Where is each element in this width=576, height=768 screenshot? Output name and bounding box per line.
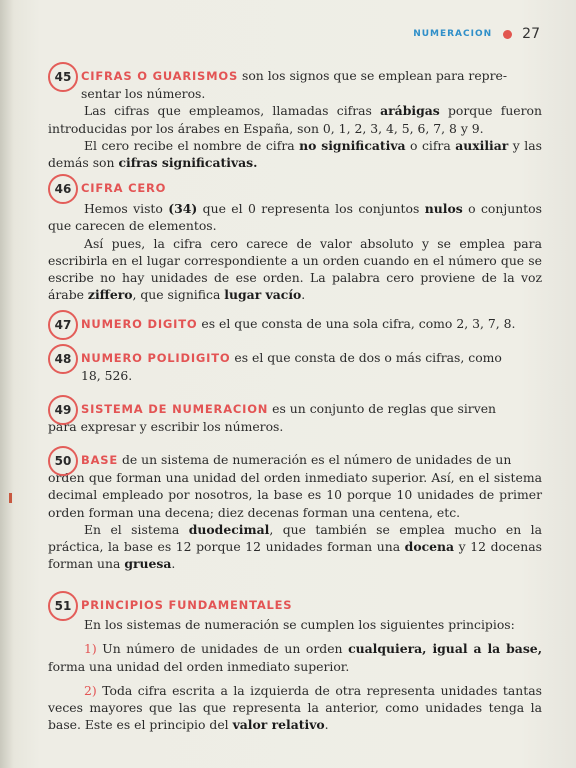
section-title: PRINCIPIOS FUNDAMENTALES (81, 598, 293, 612)
section-number: 51 (48, 591, 78, 621)
paragraph: Así pues, la cifra cero carece de valor absoluto y se emplea para escribirla en el lugar correspondiente a un orden cuando en el número que se escribe no hay unidades de ese orden. La palabra cero proviene de la voz árabe ziffero, que significa lugar vacío. (48, 235, 542, 303)
page-number: 27 (522, 26, 540, 42)
paragraph: El cero recibe el nombre de cifra no significativa o cifra auxiliar y las demás son cifras significativas. (48, 137, 542, 171)
paragraph: Hemos visto (34) que el 0 representa los conjuntos nulos o conjuntos que carecen de elementos. (48, 201, 542, 234)
section-47: 47 NUMERO DIGITO es el que consta de una sola cifra, como 2, 3, 7, 8. (48, 315, 542, 333)
section-label: NUMERACION (413, 29, 493, 39)
section-title: SISTEMA DE NUMERACION (81, 402, 269, 416)
section-number: 47 (48, 310, 78, 340)
paragraph: En el sistema duodecimal, que también se emplea mucho en la práctica, la base es 12 porque 12 unidades forman una docena y 12 docenas forman una gruesa. (48, 521, 542, 572)
section-title: BASE (81, 453, 119, 467)
section-45: 45 CIFRAS O GUARISMOS son los signos que se emplean para repre- sentar los números. Las cifras que empleamos, llamadas cifras arábigas porque fueron introducidas por los árabes en España, son 0, 1, 2, 3, 4, 5, 6, 7, 8 y 9. El cero recibe el nombre de cifra no significativa o cifra auxiliar y las demás son cifras significativas. (48, 67, 542, 171)
paragraph: orden que forman una unidad del orden inmediato superior. Así, en el sistema decimal empleado por nosotros, la base es 10 porque 10 unidades de primer orden forman una decena; diez decenas forman una centena, etc. (48, 470, 542, 520)
section-48: 48 NUMERO POLIDIGITO es el que consta de dos o más cifras, como 18, 526. (48, 349, 542, 384)
section-49: 49 SISTEMA DE NUMERACION es un conjunto de reglas que sirven para expresar y escribir los números. (48, 400, 542, 435)
page-header (413, 26, 540, 42)
paragraph: En los sistemas de numeración se cumplen los siguientes principios: (84, 617, 515, 633)
section-number: 45 (48, 62, 78, 92)
section-number: 48 (48, 344, 78, 374)
section-number: 46 (48, 174, 78, 204)
section-title: NUMERO POLIDIGITO (81, 351, 231, 365)
section-title: CIFRA CERO (81, 181, 167, 195)
section-number: 49 (48, 395, 78, 425)
list-item: 1) Un número de unidades de un orden cualquiera, igual a la base, forma una unidad del orden inmediato superior. (48, 641, 543, 674)
section-51 (48, 596, 542, 733)
list-item: 2) Toda cifra escrita a la izquierda de otra representa unidades tantas veces mayores que las que representa la anterior, como unidades tenga la base. Este es el principio del valor relativo. (48, 682, 542, 733)
section-46 (48, 179, 542, 303)
section-title: NUMERO DIGITO (81, 317, 198, 331)
header-dot (503, 30, 512, 39)
paragraph: Las cifras que empleamos, llamadas cifras arábigas porque fueron introducidas por los árabes en España, son 0, 1, 2, 3, 4, 5, 6, 7, 8 y 9. (48, 103, 542, 136)
margin-mark (9, 493, 12, 503)
section-number: 50 (48, 446, 78, 476)
section-50: 50 BASE de un sistema de numeración es el número de unidades de un orden que forman una unidad del orden inmediato superior. Así, en el sistema decimal empleado por nosotros, la base es 10 porque 10 unidades de primer orden forman una decena; diez decenas forman una centena, etc. En el sistema duodecimal, que también se emplea mucho en la práctica, la base es 12 porque 12 unidades forman una docena y 12 docenas forman una gruesa. (48, 451, 542, 572)
section-title: CIFRAS O GUARISMOS (81, 69, 239, 83)
